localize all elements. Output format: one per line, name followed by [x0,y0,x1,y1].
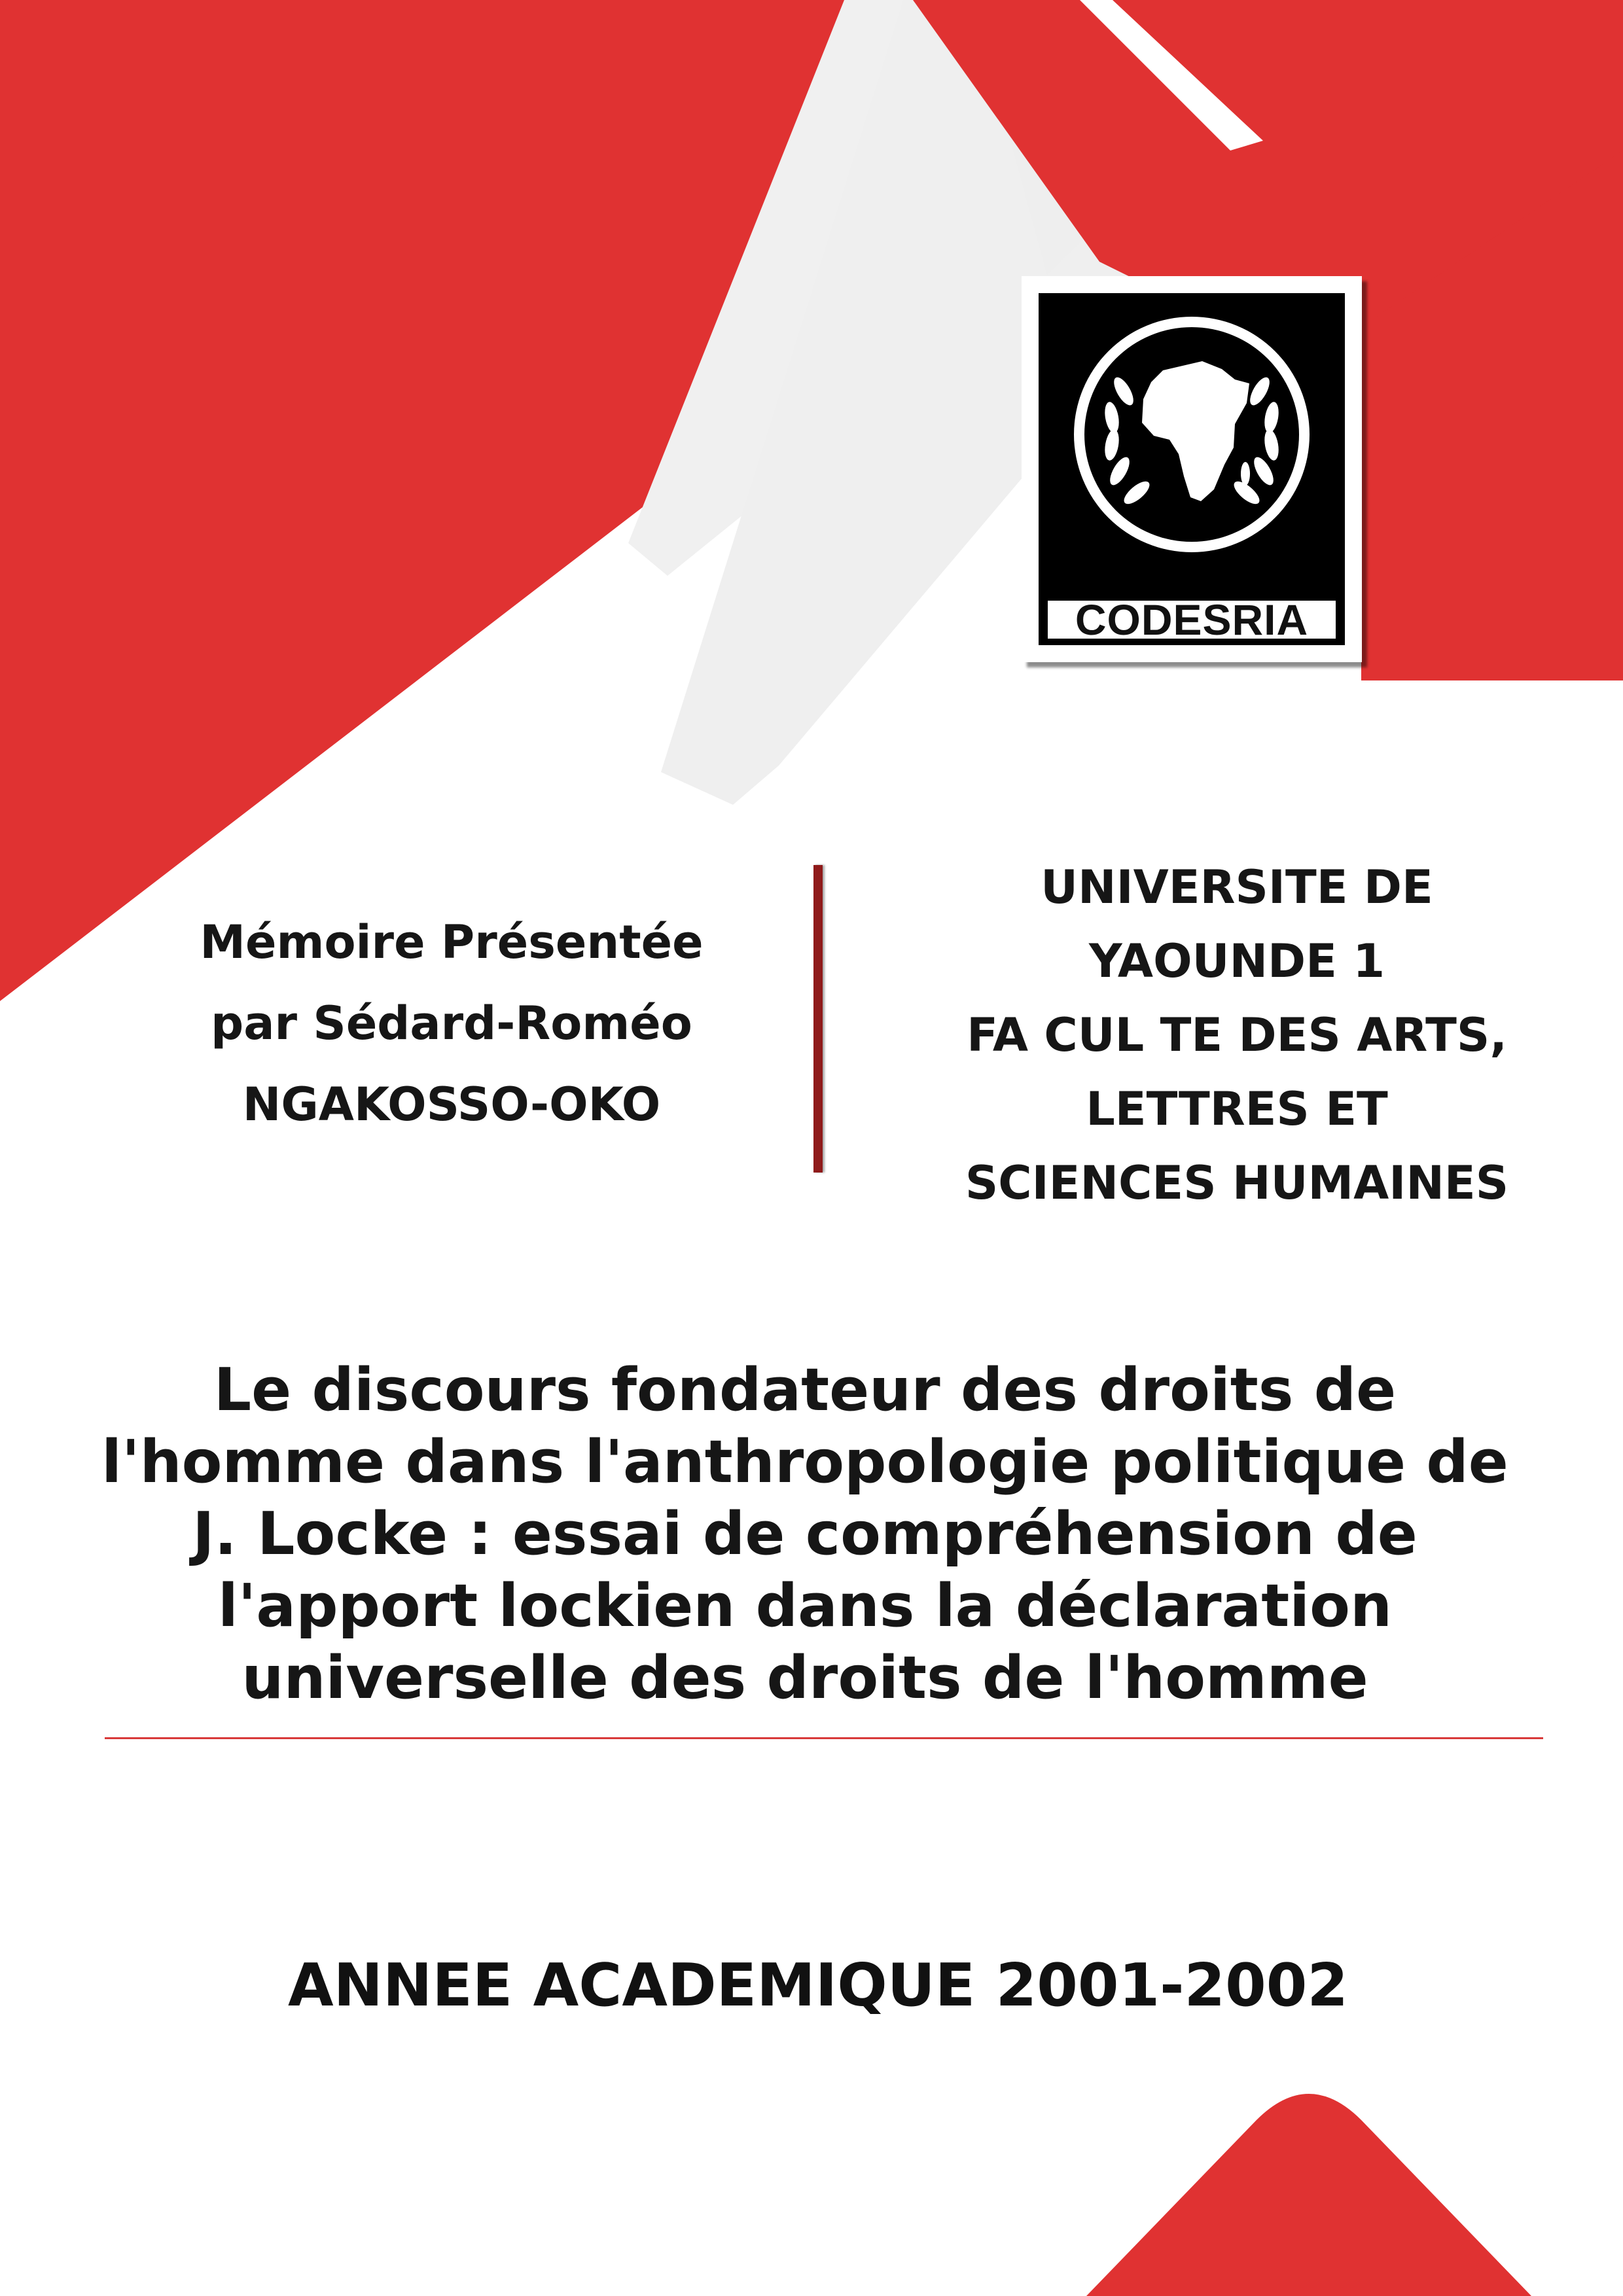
vertical-divider [813,865,823,1173]
title-line-3: J. Locke : essai de compréhension de [192,1500,1418,1568]
thesis-title [79,1354,1531,1714]
author-line-2: par Sédard-Roméo [211,997,692,1050]
title-underline [105,1737,1543,1739]
author-line-1: Mémoire Présentée [200,915,704,969]
codesria-logo [1022,276,1362,662]
title-line-2: l'homme dans l'anthropologie politique de [101,1428,1508,1496]
africa-wreath-emblem [1039,293,1345,599]
red-corner-bottom-right [1086,2094,1531,2296]
author-line-3: NGAKOSSO-OKO [242,1078,661,1131]
logo-wordmark: CODESRIA [1048,601,1336,639]
university-line-4: LETTRES ET [1086,1082,1388,1136]
academic-year: ANNEE ACADEMIQUE 2001-2002 [288,1951,1348,2020]
title-line-5: universelle des droits de l'homme [241,1644,1368,1712]
university-line-3: FA CUL TE DES ARTS, [967,1008,1507,1062]
university-line-1: UNIVERSITE DE [1041,860,1433,914]
title-line-1: Le discours fondateur des droits de [213,1356,1397,1424]
university-line-5: SCIENCES HUMAINES [965,1156,1509,1210]
university-line-2: YAOUNDE 1 [1088,934,1385,988]
university-block [903,851,1571,1220]
title-line-4: l'apport lockien dans la déclaration [217,1572,1393,1640]
author-block [118,902,785,1145]
